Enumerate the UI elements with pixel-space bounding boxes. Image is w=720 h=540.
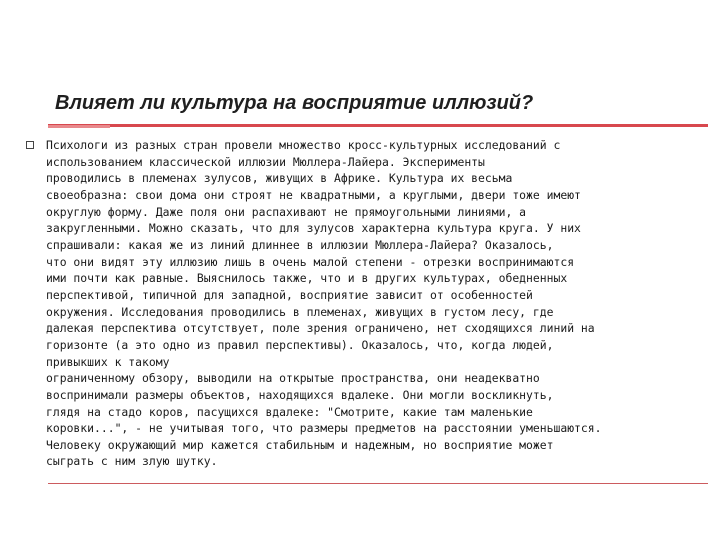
body-line: использованием классической иллюзии Мюллера-Лайера. Эксперименты [46, 154, 485, 169]
body-line: проводились в племенах зулусов, живущих в Африке. Культура их весьма [46, 171, 513, 186]
body-line: Человеку окружающий мир кажется стабильным и надежным, но восприятие может [46, 437, 554, 452]
body-line: закругленными. Можно сказать, что для зулусов характерна культура круга. У них [46, 221, 581, 236]
body-line: ограниченному обзору, выводили на открытые пространства, они неадекватно [46, 371, 540, 386]
bullet-square-icon [26, 141, 34, 149]
body-line: горизонте (а это одно из правил перспективы). Оказалось, что, когда людей, [46, 337, 554, 352]
body-line: воспринимали размеры объектов, находящихся вдалеке. Они могли воскликнуть, [46, 387, 554, 402]
body-line: Психологи из разных стран провели множество кросс-культурных исследований с [46, 138, 561, 152]
body-line: коровки...", - не учитывая того, что размеры предметов на расстоянии уменьшаются. [46, 421, 602, 436]
slide-title: Влияет ли культура на восприятие иллюзий? [55, 92, 534, 114]
body-line: округлую форму. Даже поля они распахивают не прямоугольными линиями, а [46, 204, 527, 219]
body-line: своеобразна: свои дома они строят не квадратными, а круглыми, двери тоже имеют [46, 187, 581, 202]
body-line: перспективой, типичной для западной, восприятие зависит от особенностей [46, 287, 533, 302]
title-underline-accent [48, 125, 110, 128]
body-text [46, 137, 706, 470]
bottom-divider [48, 483, 708, 484]
body-line: привыкших к такому [46, 354, 170, 369]
body-line: ими почти как равные. Выяснилось также, что и в других культурах, обедненных [46, 271, 568, 286]
body-line: окружения. Исследования проводились в племенах, живущих в густом лесу, где [46, 304, 554, 319]
body-line: глядя на стадо коров, пасущихся вдалеке: "Смотрите, какие там маленькие [46, 404, 533, 419]
title-underline [48, 124, 708, 127]
body-line: сыграть с ним злую шутку. [46, 454, 218, 469]
body-line: далекая перспектива отсутствует, поле зрения ограничено, нет сходящихся линий на [46, 321, 595, 336]
body-line: спрашивали: какая же из линий длиннее в иллюзии Мюллера-Лайера? Оказалось, [46, 237, 554, 252]
body-line: что они видят эту иллюзию лишь в очень малой степени - отрезки воспринимаются [46, 254, 575, 269]
